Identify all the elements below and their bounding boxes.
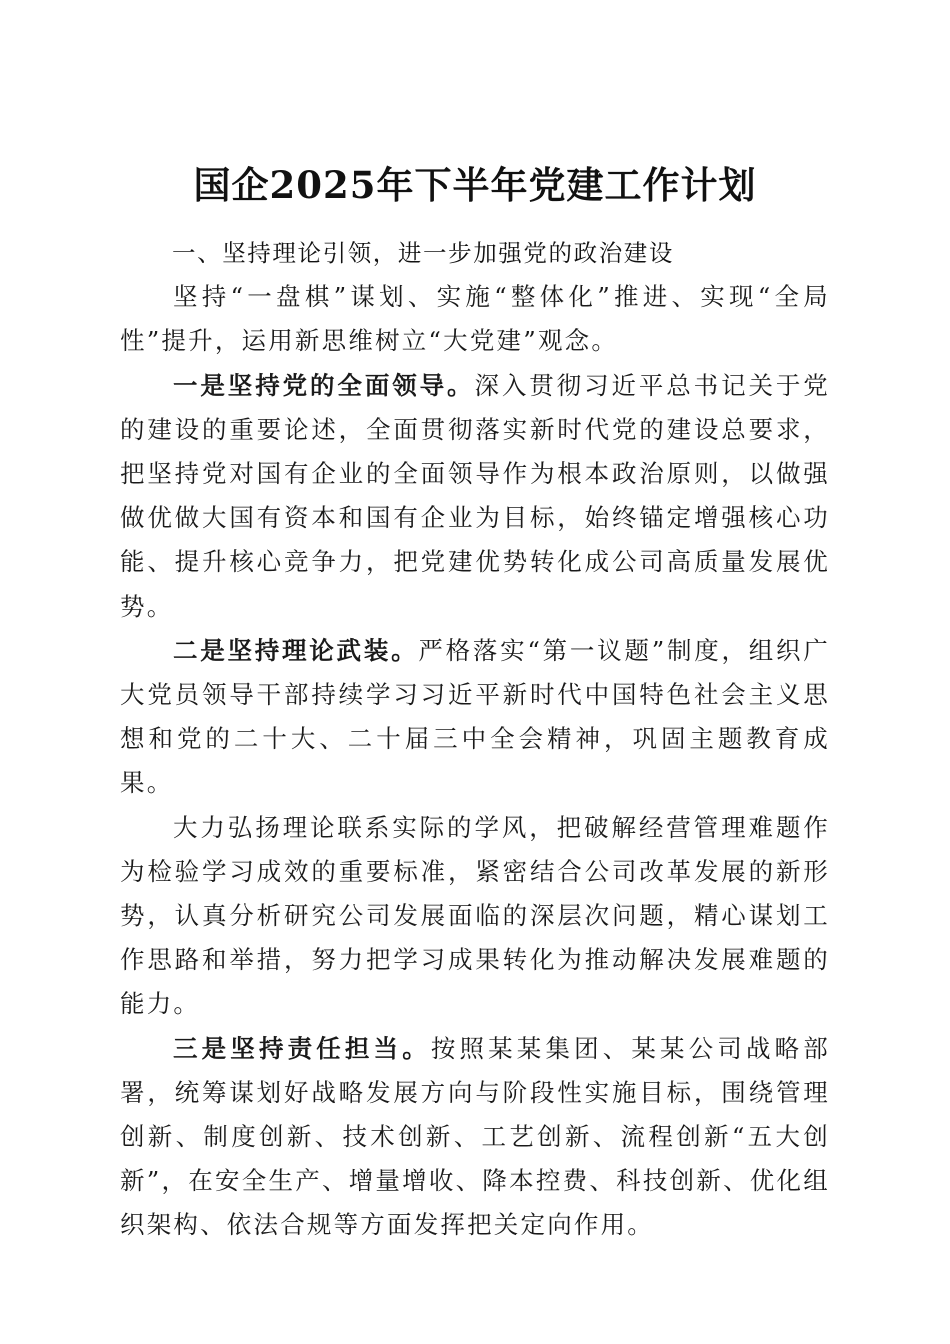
- paragraph-study-style: [120, 806, 830, 1027]
- paragraph-text: 坚持“一盘棋”谋划、实施“整体化”推进、实现“全局性”提升，运用新思维树立“大党建”观念。: [120, 282, 830, 356]
- paragraph-text: 严格落实“第一议题”制度，组织广大党员领导干部持续学习习近平新时代中国特色社会主义思想和党的二十大、二十届三中全会精神，巩固主题教育成果。: [120, 635, 830, 798]
- section-heading: 一、坚持理论引领，进一步加强党的政治建设: [172, 239, 674, 267]
- paragraph-leadership: [120, 364, 830, 629]
- paragraph-responsibility: [120, 1027, 830, 1248]
- paragraph-text: 大力弘扬理论联系实际的学风，把破解经营管理难题作为检验学习成效的重要标准，紧密结合公司改革发展的新形势，认真分析研究公司发展面临的深层次问题，精心谋划工作思路和举措，努力把学习成果转化为推动解决发展难题的能力。: [120, 812, 830, 1019]
- document-body: [120, 231, 830, 1248]
- document-title: 国企2025年下半年党建工作计划: [193, 162, 757, 207]
- paragraph-intro: [120, 275, 830, 363]
- paragraph-lead: 二是坚持理论武装。: [173, 635, 419, 665]
- paragraph-theory: [120, 629, 830, 806]
- paragraph-lead: 三是坚持责任担当。: [173, 1033, 431, 1063]
- paragraph-text: 按照某某集团、某某公司战略部署，统筹谋划好战略发展方向与阶段性实施目标，围绕管理创新、制度创新、技术创新、工艺创新、流程创新“五大创新”，在安全生产、增量增收、降本控费、科技创新、优化组织架构、依法合规等方面发挥把关定向作用。: [120, 1033, 830, 1240]
- paragraph-text: 深入贯彻习近平总书记关于党的建设的重要论述，全面贯彻落实新时代党的建设总要求，把坚持党对国有企业的全面领导作为根本政治原则，以做强做优做大国有资本和国有企业为目标，始终锚定增强核心功能、提升核心竞争力，把党建优势转化成公司高质量发展优势。: [120, 370, 830, 621]
- paragraph-lead: 一是坚持党的全面领导。: [173, 370, 475, 400]
